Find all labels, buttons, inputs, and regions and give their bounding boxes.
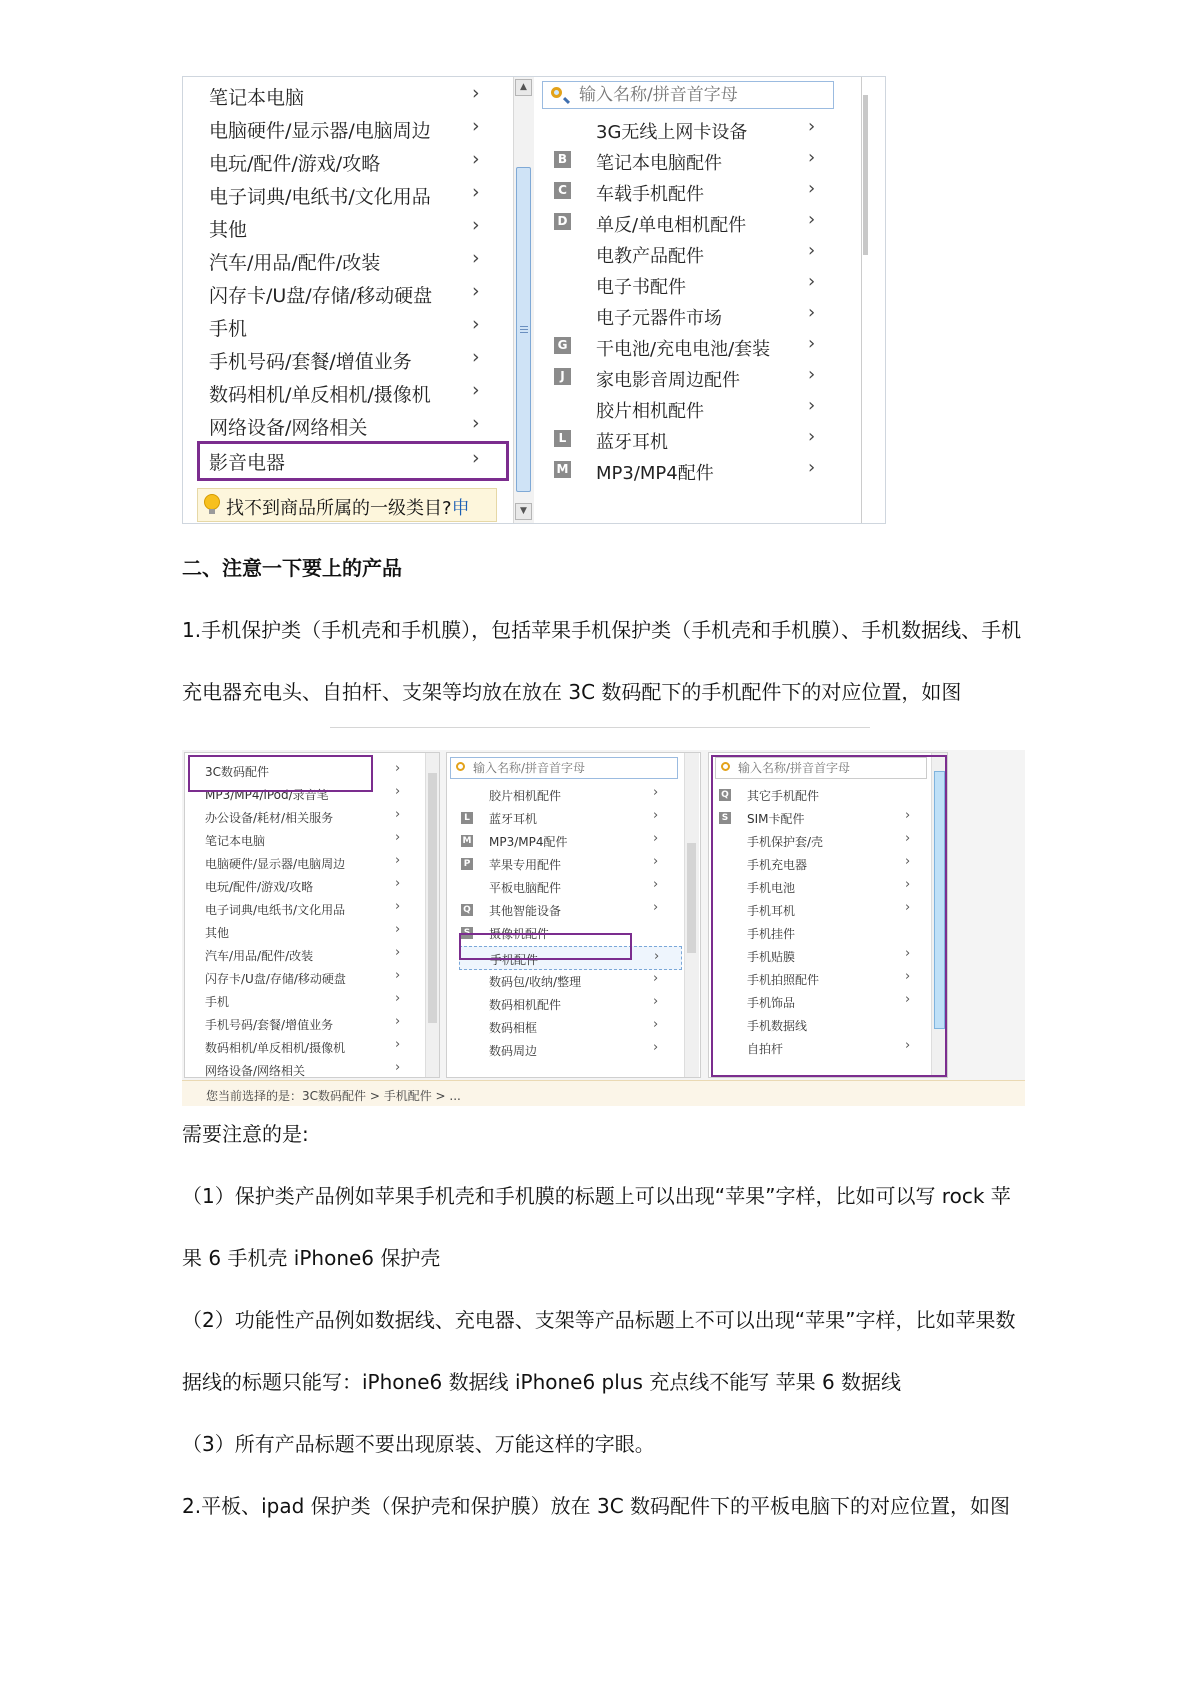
chevron-right-icon: › xyxy=(395,991,401,1006)
subcategory-item[interactable] xyxy=(538,301,838,332)
scroll-thumb[interactable] xyxy=(428,773,437,1023)
chevron-right-icon: › xyxy=(472,82,480,104)
category-item[interactable] xyxy=(185,989,425,1013)
subcategory-item[interactable] xyxy=(538,456,838,487)
subcategory-item[interactable] xyxy=(447,1038,682,1062)
search-icon xyxy=(551,87,562,98)
category-item[interactable] xyxy=(183,211,513,244)
chevron-right-icon: › xyxy=(905,946,911,961)
category-item[interactable] xyxy=(185,1035,425,1059)
category-label: 电脑硬件/显示器/电脑周边 xyxy=(205,857,346,871)
subcategory-item[interactable] xyxy=(538,177,838,208)
lightbulb-icon xyxy=(204,494,220,510)
subcategory-label: 电子元器件市场 xyxy=(596,308,722,329)
chevron-right-icon: › xyxy=(808,116,816,137)
chevron-right-icon: › xyxy=(808,147,816,168)
chevron-right-icon: › xyxy=(395,1014,401,1029)
chevron-right-icon: › xyxy=(395,922,401,937)
category-label: 数码相机/单反相机/摄像机 xyxy=(209,384,431,406)
category-item[interactable] xyxy=(185,943,425,967)
subcategory-label: 手机拍照配件 xyxy=(747,973,820,987)
subcategory-item[interactable] xyxy=(447,829,682,853)
category-label: 其他 xyxy=(205,926,230,940)
chevron-right-icon: › xyxy=(654,949,660,964)
subcategory-label: 干电池/充电电池/套装 xyxy=(596,339,771,360)
selection-highlight-box xyxy=(197,441,509,481)
search-input[interactable] xyxy=(473,759,653,777)
subcategory-label: 其它手机配件 xyxy=(747,789,820,803)
subcategory-label: 手机饰品 xyxy=(747,996,796,1010)
category-item[interactable] xyxy=(183,409,513,442)
chevron-right-icon: › xyxy=(395,1060,401,1075)
category-item[interactable] xyxy=(183,277,513,310)
search-icon xyxy=(456,762,465,771)
category-label: 网络设备/网络相关 xyxy=(209,417,368,439)
level3-panel xyxy=(708,752,948,1078)
chevron-right-icon: › xyxy=(808,240,816,261)
chevron-right-icon: › xyxy=(653,785,659,800)
chevron-right-icon: › xyxy=(472,346,480,368)
chevron-right-icon: › xyxy=(653,1017,659,1032)
letter-badge: L xyxy=(554,430,571,447)
chevron-right-icon: › xyxy=(808,271,816,292)
chevron-right-icon: › xyxy=(653,971,659,986)
category-label: 影音电器 xyxy=(209,452,286,474)
category-label: 电子词典/电纸书/文化用品 xyxy=(205,903,346,917)
subcategory-item[interactable] xyxy=(538,115,838,146)
divider xyxy=(330,727,870,728)
left-scrollbar[interactable] xyxy=(513,77,534,523)
subcategory-label: 笔记本电脑配件 xyxy=(596,153,722,174)
subcategory-item[interactable] xyxy=(447,1015,682,1039)
subcategory-item[interactable] xyxy=(447,806,682,830)
chevron-right-icon: › xyxy=(395,830,401,845)
subcategory-label: 车载手机配件 xyxy=(596,184,704,205)
level1-category-list xyxy=(183,77,513,523)
note-1-line-2: 果 6 手机壳 iPhone6 保护壳 xyxy=(182,1246,441,1270)
letter-badge: S xyxy=(461,927,473,939)
scrollbar[interactable] xyxy=(425,753,440,1077)
chevron-right-icon: › xyxy=(905,969,911,984)
category-picker-screenshot-2 xyxy=(182,750,1025,1106)
chevron-right-icon: › xyxy=(653,808,659,823)
chevron-right-icon: › xyxy=(905,1038,911,1053)
category-label: 汽车/用品/配件/改装 xyxy=(205,949,314,963)
subcategory-label: 单反/单电相机配件 xyxy=(596,215,747,236)
category-label: 手机号码/套餐/增值业务 xyxy=(209,351,412,373)
category-item[interactable] xyxy=(183,112,513,145)
subcategory-label: SIM卡配件 xyxy=(747,812,805,826)
subcategory-item[interactable] xyxy=(447,783,682,807)
chevron-right-icon: › xyxy=(395,761,401,776)
chevron-right-icon: › xyxy=(905,808,911,823)
letter-badge: C xyxy=(554,182,571,199)
category-item[interactable] xyxy=(183,310,513,343)
category-item[interactable] xyxy=(185,966,425,990)
chevron-right-icon: › xyxy=(905,900,911,915)
chevron-right-icon: › xyxy=(653,831,659,846)
subcategory-item[interactable] xyxy=(447,852,682,876)
chevron-right-icon: › xyxy=(905,992,911,1007)
subcategory-item[interactable] xyxy=(447,875,682,899)
subcategory-label: 数码周边 xyxy=(489,1044,538,1058)
paragraph-1-line-1: 1.手机保护类（手机壳和手机膜），包括苹果手机保护类（手机壳和手机膜）、手机数据线、手机 xyxy=(182,618,1022,642)
scroll-thumb[interactable] xyxy=(687,843,696,953)
subcategory-label: 数码相框 xyxy=(489,1021,538,1035)
chevron-right-icon: › xyxy=(905,831,911,846)
subcategory-item[interactable] xyxy=(538,208,838,239)
category-item[interactable] xyxy=(185,851,425,875)
category-item[interactable] xyxy=(183,178,513,211)
chevron-right-icon: › xyxy=(395,945,401,960)
category-item[interactable] xyxy=(185,1058,425,1078)
letter-badge: S xyxy=(719,812,731,824)
category-item[interactable] xyxy=(183,79,513,112)
subcategory-label: 手机电池 xyxy=(747,881,796,895)
letter-badge: G xyxy=(554,337,571,354)
subcategory-label: 自拍杆 xyxy=(747,1042,784,1056)
category-item[interactable] xyxy=(183,244,513,277)
note-heading: 需要注意的是: xyxy=(182,1122,309,1146)
subcategory-label: 手机数据线 xyxy=(747,1019,808,1033)
category-label: 手机 xyxy=(209,318,248,340)
chevron-right-icon: › xyxy=(395,807,401,822)
category-label: 电脑硬件/显示器/电脑周边 xyxy=(209,120,431,142)
category-item[interactable] xyxy=(185,828,425,852)
subcategory-label: 胶片相机配件 xyxy=(489,789,562,803)
scroll-thumb[interactable] xyxy=(863,95,868,255)
chevron-right-icon: › xyxy=(472,247,480,269)
category-label: 闪存卡/U盘/存储/移动硬盘 xyxy=(209,285,433,307)
note-1-line-1: （1）保护类产品例如苹果手机壳和手机膜的标题上可以出现“苹果”字样，比如可以写 rock 苹 xyxy=(182,1184,1011,1208)
category-label: 网络设备/网络相关 xyxy=(205,1064,306,1078)
chevron-right-icon: › xyxy=(653,1040,659,1055)
letter-badge: J xyxy=(554,368,571,385)
right-scrollbar[interactable] xyxy=(861,77,870,523)
category-item[interactable] xyxy=(185,920,425,944)
selection-path: 您当前选择的是：3C数码配件 > 手机配件 > ... xyxy=(206,1089,461,1103)
subcategory-label: 胶片相机配件 xyxy=(596,401,704,422)
category-label: 办公设备/耗材/相关服务 xyxy=(205,811,334,825)
chevron-right-icon: › xyxy=(395,784,401,799)
selection-highlight-box xyxy=(711,755,947,1077)
chevron-right-icon: › xyxy=(653,854,659,869)
chevron-right-icon: › xyxy=(808,209,816,230)
paragraph-1-line-2: 充电器充电头、自拍杆、支架等均放在放在 3C 数码配下的手机配件下的对应位置，如图 xyxy=(182,680,962,704)
chevron-right-icon: › xyxy=(808,302,816,323)
level2-category-list xyxy=(538,77,885,523)
chevron-right-icon: › xyxy=(472,313,480,335)
level2-panel xyxy=(446,752,701,1078)
category-item[interactable] xyxy=(183,145,513,178)
scroll-down-arrow-icon[interactable]: ▼ xyxy=(515,503,532,520)
chevron-right-icon: › xyxy=(653,877,659,892)
chevron-right-icon: › xyxy=(905,877,911,892)
letter-badge: D xyxy=(554,213,571,230)
subcategory-item[interactable] xyxy=(538,394,838,425)
tip-text: 找不到商品所属的一级类目? xyxy=(226,498,452,519)
category-item[interactable] xyxy=(183,343,513,376)
subcategory-label: 蓝牙耳机 xyxy=(596,432,668,453)
subcategory-label: 数码相机配件 xyxy=(489,998,562,1012)
chevron-right-icon: › xyxy=(395,1037,401,1052)
scrollbar[interactable] xyxy=(684,753,699,1077)
category-label: 笔记本电脑 xyxy=(205,834,266,848)
subcategory-item[interactable] xyxy=(447,992,682,1016)
chevron-right-icon: › xyxy=(472,181,480,203)
chevron-right-icon: › xyxy=(808,457,816,478)
chevron-right-icon: › xyxy=(395,853,401,868)
category-item[interactable] xyxy=(185,1012,425,1036)
letter-badge: B xyxy=(554,151,571,168)
category-picker-screenshot-1 xyxy=(182,76,886,524)
letter-badge: Q xyxy=(461,904,473,916)
search-input[interactable] xyxy=(579,84,819,106)
subcategory-label: MP3/MP4配件 xyxy=(596,463,714,484)
category-label: 电玩/配件/游戏/攻略 xyxy=(209,153,381,175)
subcategory-label: 蓝牙耳机 xyxy=(489,812,538,826)
subcategory-label: 平板电脑配件 xyxy=(489,881,562,895)
paragraph-2: 2.平板、ipad 保护类（保护壳和保护膜）放在 3C 数码配件下的平板电脑下的对应位置，如图 xyxy=(182,1494,1011,1518)
category-label: 闪存卡/U盘/存储/移动硬盘 xyxy=(205,972,346,986)
category-label: 3C数码配件 xyxy=(205,765,270,779)
subcategory-label: 摄像机配件 xyxy=(489,927,550,941)
selection-path-bar xyxy=(182,1080,1025,1106)
selection-highlight-box xyxy=(459,933,632,960)
subcategory-label: 手机配件 xyxy=(490,953,539,967)
category-label: 手机号码/套餐/增值业务 xyxy=(205,1018,334,1032)
category-item[interactable] xyxy=(185,897,425,921)
chevron-right-icon: › xyxy=(653,900,659,915)
subcategory-label: 电子书配件 xyxy=(596,277,686,298)
subcategory-label: 手机保护套/壳 xyxy=(747,835,824,849)
letter-badge: M xyxy=(554,461,571,478)
chevron-right-icon: › xyxy=(808,333,816,354)
category-label: 手机 xyxy=(205,995,230,1009)
letter-badge: L xyxy=(461,812,473,824)
subcategory-label: 数码包/收纳/整理 xyxy=(489,975,582,989)
chevron-right-icon: › xyxy=(472,115,480,137)
category-label: 其他 xyxy=(209,219,248,241)
section-heading: 二、注意一下要上的产品 xyxy=(182,556,402,580)
chevron-right-icon: › xyxy=(395,968,401,983)
chevron-right-icon: › xyxy=(808,426,816,447)
note-2-line-2: 据线的标题只能写：iPhone6 数据线 iPhone6 plus 充点线不能写 苹果 6 数据线 xyxy=(182,1370,902,1394)
subcategory-item[interactable] xyxy=(538,270,838,301)
subcategory-label: MP3/MP4配件 xyxy=(489,835,568,849)
note-3: （3）所有产品标题不要出现原装、万能这样的字眼。 xyxy=(182,1432,655,1456)
tip-apply-link[interactable]: 申 xyxy=(451,498,470,519)
category-tip xyxy=(197,488,497,522)
category-item[interactable] xyxy=(185,805,425,829)
subcategory-label: 其他智能设备 xyxy=(489,904,562,918)
chevron-right-icon: › xyxy=(395,876,401,891)
chevron-right-icon: › xyxy=(472,148,480,170)
letter-badge: M xyxy=(462,836,472,846)
subcategory-label: 手机耳机 xyxy=(747,904,796,918)
chevron-right-icon: › xyxy=(808,364,816,385)
chevron-right-icon: › xyxy=(808,178,816,199)
subcategory-label: 手机充电器 xyxy=(747,858,808,872)
subcategory-item[interactable] xyxy=(447,898,682,922)
category-label: 电子词典/电纸书/文化用品 xyxy=(209,186,431,208)
category-label: MP3/MP4/iPod/录音笔 xyxy=(205,788,329,802)
subcategory-item[interactable] xyxy=(538,363,838,394)
category-item[interactable] xyxy=(185,874,425,898)
chevron-right-icon: › xyxy=(395,899,401,914)
chevron-right-icon: › xyxy=(808,395,816,416)
category-item[interactable] xyxy=(183,376,513,409)
category-search-field[interactable] xyxy=(450,757,678,779)
chevron-right-icon: › xyxy=(905,854,911,869)
subcategory-item[interactable] xyxy=(538,425,838,456)
subcategory-label: 电教产品配件 xyxy=(596,246,704,267)
subcategory-item[interactable] xyxy=(538,146,838,177)
category-label: 数码相机/单反相机/摄像机 xyxy=(205,1041,346,1055)
selection-highlight-box xyxy=(188,755,373,792)
category-label: 电玩/配件/游戏/攻略 xyxy=(205,880,314,894)
chevron-right-icon: › xyxy=(472,280,480,302)
scroll-up-arrow-icon[interactable]: ▲ xyxy=(515,79,532,96)
letter-badge: Q xyxy=(719,789,731,801)
category-label: 汽车/用品/配件/改装 xyxy=(209,252,381,274)
subcategory-label: 家电影音周边配件 xyxy=(596,370,740,391)
subcategory-item[interactable] xyxy=(538,332,838,363)
subcategory-label: 手机挂件 xyxy=(747,927,796,941)
chevron-right-icon: › xyxy=(472,214,480,236)
chevron-right-icon: › xyxy=(472,412,480,434)
subcategory-item[interactable] xyxy=(447,969,682,993)
level1-panel xyxy=(184,752,440,1078)
category-search-field[interactable] xyxy=(542,81,834,109)
subcategory-label: 苹果专用配件 xyxy=(489,858,562,872)
subcategory-label: 手机贴膜 xyxy=(747,950,796,964)
chevron-right-icon: › xyxy=(472,447,480,469)
note-2-line-1: （2）功能性产品例如数据线、充电器、支架等产品标题上不可以出现“苹果”字样，比如苹果数 xyxy=(182,1308,1016,1332)
category-label: 笔记本电脑 xyxy=(209,87,305,109)
subcategory-item[interactable] xyxy=(538,239,838,270)
chevron-right-icon: › xyxy=(653,994,659,1009)
scroll-thumb[interactable] xyxy=(516,167,531,492)
chevron-right-icon: › xyxy=(472,379,480,401)
subcategory-label: 3G无线上网卡设备 xyxy=(596,122,748,143)
letter-badge: P xyxy=(461,858,473,870)
